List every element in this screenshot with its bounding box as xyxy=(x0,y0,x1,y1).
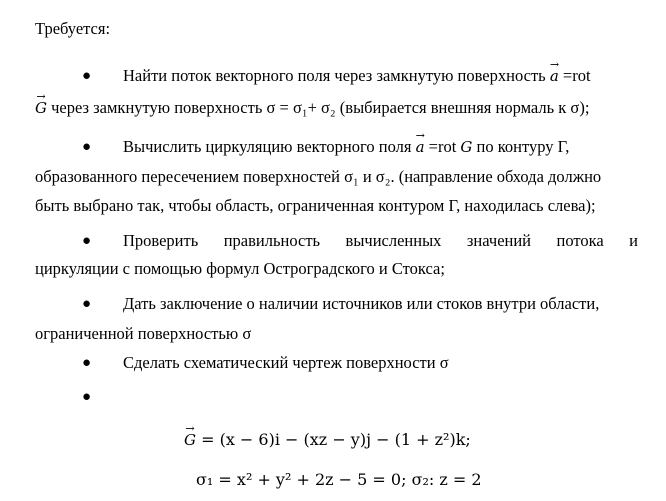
item-5-line-1: Сделать схематический чертеж поверхности σ xyxy=(123,353,449,372)
item-2-line-2: образованного пересечением поверхностей σ₁ и σ₂. (направление обхода должно xyxy=(35,167,602,186)
formula-sigma: σ₁ = x² + y² + 2z − 5 = 0; σ₂: z = 2 xyxy=(196,470,482,489)
item-4-line-1: Дать заключение о наличии источников или стоков внутри области, xyxy=(123,294,600,313)
formula-g xyxy=(184,429,471,451)
vector-a: → a xyxy=(550,66,559,86)
item-1-line-2 xyxy=(35,98,589,118)
item-3-line-2: циркуляции с помощью формул Остроградского и Стокса; xyxy=(35,259,445,278)
bullet-3: ● xyxy=(82,233,92,249)
bullet-2: ● xyxy=(82,139,92,155)
bullet-5: ● xyxy=(82,355,92,371)
item-1-text-b: =rot xyxy=(562,66,591,85)
vector-g: → G xyxy=(35,98,47,118)
item-2-text-a: Вычислить циркуляцию векторного поля xyxy=(123,137,412,156)
item-2-line-1 xyxy=(123,137,569,157)
item-2-text-b: =rot xyxy=(428,137,457,156)
item-1-text-c: через замкнутую поверхность σ = σ₁+ σ₂ (выбирается внешняя нормаль к σ); xyxy=(51,98,590,117)
formula-g-rhs: = (x − 6)i − (xz − y)j − (1 + z²)k; xyxy=(201,430,471,449)
vector-a: → a xyxy=(416,137,425,157)
item-4-line-2: ограниченной поверхностью σ xyxy=(35,324,252,343)
item-3-line-1: Проверить правильность вычисленных значений потока и xyxy=(123,231,638,250)
bullet-6: ● xyxy=(82,389,92,405)
bullet-1: ● xyxy=(82,68,92,84)
item-1-line-1 xyxy=(123,66,591,86)
vector-g-formula: → G xyxy=(184,429,196,451)
variable-g: G xyxy=(460,138,473,156)
bullet-4: ● xyxy=(82,296,92,312)
item-1-text-a: Найти поток векторного поля через замкнутую поверхность xyxy=(123,66,546,85)
item-2-text-c: по контуру Г, xyxy=(476,137,570,156)
heading: Требуется: xyxy=(35,19,111,38)
item-2-line-3: быть выбрано так, чтобы область, ограниченная контуром Г, находилась слева); xyxy=(35,196,596,215)
